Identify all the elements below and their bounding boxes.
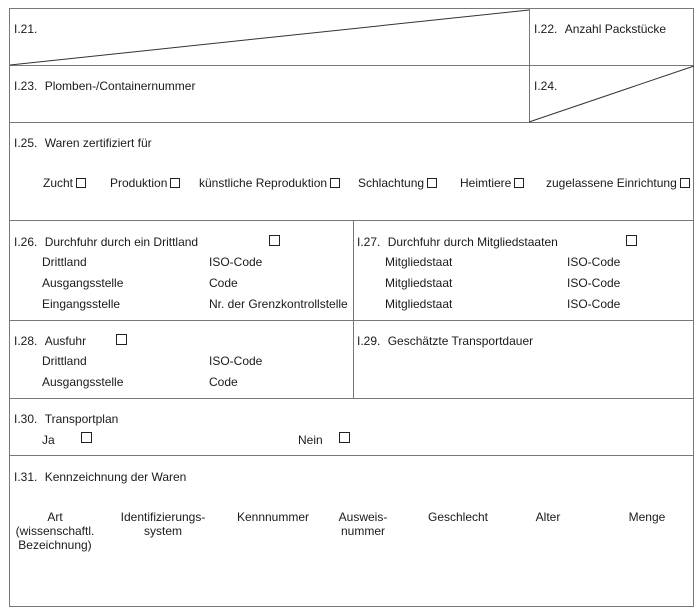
column-header-line: Ausweis-: [338, 510, 388, 524]
i31-number: I.31.: [14, 470, 38, 484]
i26-row-value-label: Code: [209, 276, 238, 290]
i21-number: I.21.: [14, 22, 38, 36]
i21-box[interactable]: [14, 22, 37, 36]
i22-number: I.22.: [534, 22, 558, 36]
i29-label: Geschätzte Transportdauer: [387, 334, 534, 348]
column-header-line: Kennnummer: [236, 510, 310, 524]
i21-strike-line: [10, 10, 529, 65]
column-header-line: Art: [47, 510, 63, 524]
i30-number: I.30.: [14, 412, 38, 426]
i31-column-kennnummer: [228, 510, 318, 524]
i22-label: Anzahl Packstücke: [564, 22, 667, 36]
i23-number: I.23.: [14, 79, 38, 93]
i27-checkbox[interactable]: [626, 235, 637, 246]
i27-heading: [357, 235, 558, 249]
column-header-line: (wissenschaftl.: [15, 524, 95, 538]
i31-column-alter: [518, 510, 578, 524]
i27-row-value-label: ISO-Code: [567, 255, 621, 269]
column-header-line: system: [143, 524, 182, 538]
column-header-line: nummer: [340, 524, 385, 538]
checkbox[interactable]: [427, 178, 437, 188]
i24-number: I.24.: [534, 79, 558, 93]
i25-heading: [14, 136, 152, 150]
i31-column-menge: [612, 510, 682, 524]
i30-heading: [14, 412, 118, 426]
i30-no-label: Nein: [298, 433, 323, 447]
i26-row-label: Drittland: [42, 255, 87, 269]
i30-yes-checkbox[interactable]: [81, 432, 92, 443]
i23-box[interactable]: [14, 79, 195, 93]
option-label: künstliche Reproduktion: [199, 176, 328, 190]
option-produktion[interactable]: [110, 176, 180, 190]
i24-strike-line: [529, 66, 694, 122]
i31-column-ausweisnummer: [328, 510, 398, 538]
checkbox[interactable]: [76, 178, 86, 188]
option-label: Schlachtung: [358, 176, 425, 190]
i26-number: I.26.: [14, 235, 38, 249]
i25-label: Waren zertifiziert für: [44, 136, 152, 150]
checkbox[interactable]: [680, 178, 690, 188]
i27-number: I.27.: [357, 235, 381, 249]
option-kuenstliche-reproduktion[interactable]: [199, 176, 340, 190]
column-header-line: Bezeichnung): [18, 538, 92, 552]
i23-label: Plomben-/Containernummer: [44, 79, 196, 93]
option-zucht[interactable]: [43, 176, 86, 190]
i27-row-label: Mitgliedstaat: [385, 297, 453, 311]
column-header-line: Geschlecht: [427, 510, 489, 524]
option-label: Heimtiere: [460, 176, 512, 190]
i28-row-label: Ausgangsstelle: [42, 375, 124, 389]
i28-label: Ausfuhr: [44, 334, 87, 348]
column-header-line: Identifizierungs-: [120, 510, 206, 524]
i26-row-value-label: Nr. der Grenzkontrollstelle: [209, 297, 348, 311]
i28-row-value-label: ISO-Code: [209, 354, 263, 368]
i30-yes-label: Ja: [42, 433, 55, 447]
i28-checkbox[interactable]: [116, 334, 127, 345]
i25-number: I.25.: [14, 136, 38, 150]
option-zugelassene-einrichtung[interactable]: [546, 176, 690, 190]
certificate-form: [9, 8, 694, 607]
checkbox[interactable]: [514, 178, 524, 188]
checkbox[interactable]: [170, 178, 180, 188]
checkbox[interactable]: [330, 178, 340, 188]
option-label: zugelassene Einrichtung: [546, 176, 677, 190]
i27-row-label: Mitgliedstaat: [385, 276, 453, 290]
column-header-line: Menge: [628, 510, 666, 524]
i29-number: I.29.: [357, 334, 381, 348]
i28-heading: [14, 334, 86, 348]
i28-row-value-label: Code: [209, 375, 238, 389]
i26-checkbox[interactable]: [269, 235, 280, 246]
i31-column-geschlecht: [418, 510, 498, 524]
i26-heading: [14, 235, 198, 249]
i27-label: Durchfuhr durch Mitgliedstaaten: [387, 235, 558, 249]
i28-number: I.28.: [14, 334, 38, 348]
i26-row-label: Ausgangsstelle: [42, 276, 124, 290]
i22-box[interactable]: [534, 22, 666, 36]
i26-row-value-label: ISO-Code: [209, 255, 263, 269]
option-schlachtung[interactable]: [358, 176, 437, 190]
i26-label: Durchfuhr durch ein Drittland: [44, 235, 199, 249]
i31-label: Kennzeichnung der Waren: [44, 470, 187, 484]
i26-row-label: Eingangsstelle: [42, 297, 121, 311]
i24-box[interactable]: [534, 79, 557, 93]
i27-row-value-label: ISO-Code: [567, 276, 621, 290]
option-heimtiere[interactable]: [460, 176, 524, 190]
i27-row-label: Mitgliedstaat: [385, 255, 453, 269]
i31-column-art: [10, 510, 100, 552]
i31-column-identifizierungssystem: [113, 510, 213, 538]
i29-box[interactable]: [357, 334, 533, 348]
option-label: Produktion: [110, 176, 168, 190]
i30-no-checkbox[interactable]: [339, 432, 350, 443]
i30-label: Transportplan: [44, 412, 119, 426]
i31-heading: [14, 470, 186, 484]
i27-row-value-label: ISO-Code: [567, 297, 621, 311]
i28-row-label: Drittland: [42, 354, 87, 368]
column-header-line: Alter: [535, 510, 561, 524]
option-label: Zucht: [43, 176, 74, 190]
